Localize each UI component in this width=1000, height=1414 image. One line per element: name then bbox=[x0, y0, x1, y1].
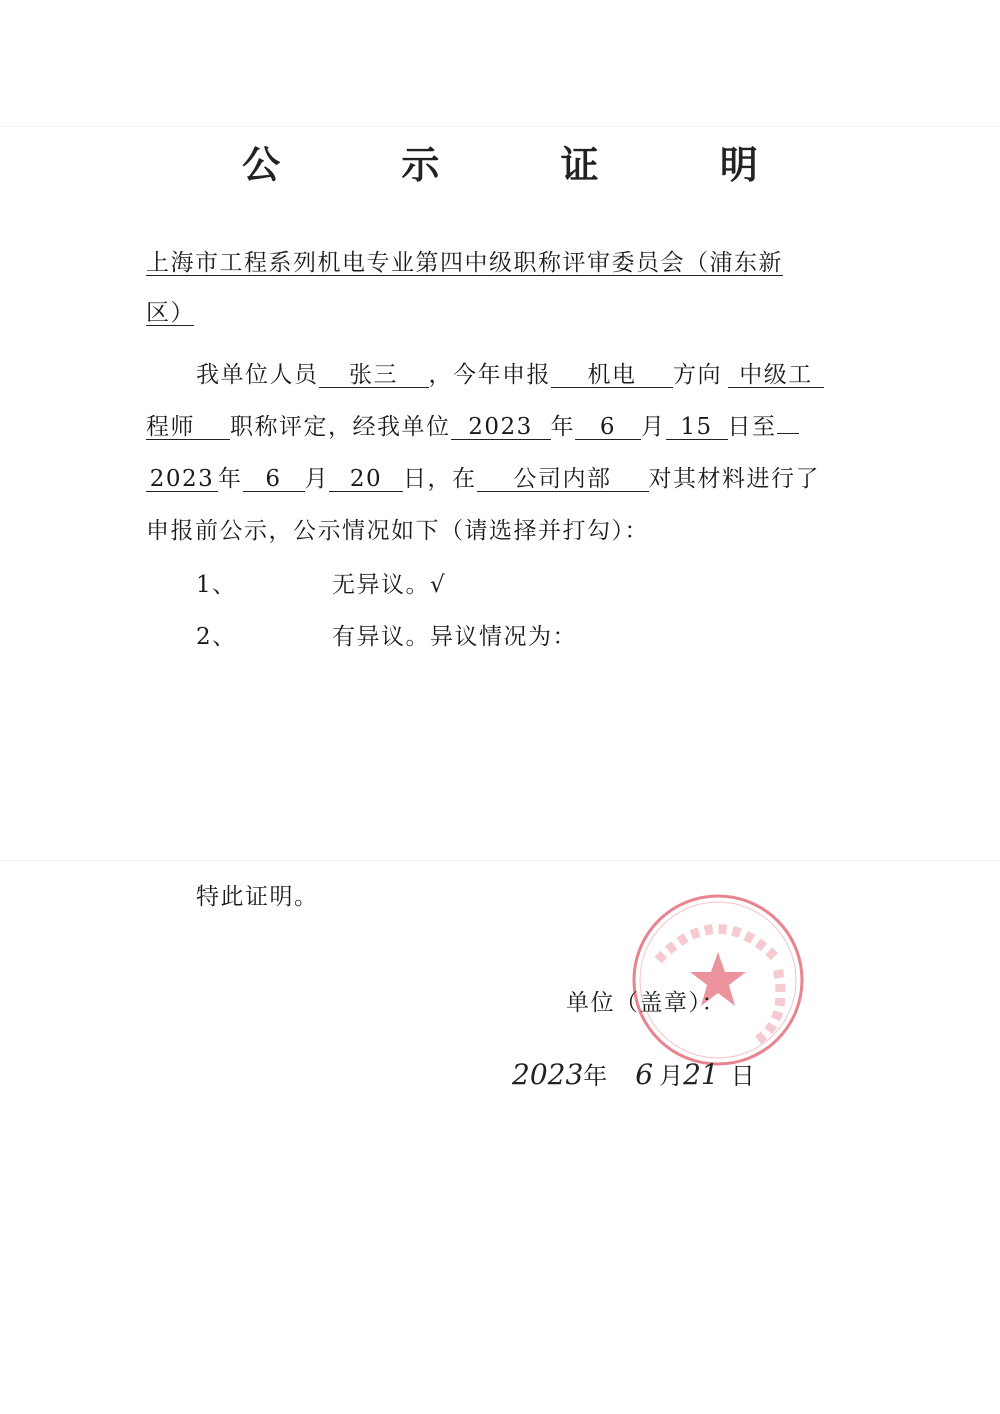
unit-seal-label: 单位（盖章）： bbox=[566, 990, 726, 1016]
option-2-text: 有异议。异议情况为： bbox=[332, 624, 577, 650]
text-evaluation: 职称评定，经我单位 bbox=[230, 414, 451, 440]
text-year-1: 年 bbox=[550, 414, 575, 440]
field-start-month: 6 bbox=[575, 415, 641, 440]
field-start-day: 15 bbox=[666, 415, 728, 440]
field-title-part1: 中级工 bbox=[728, 363, 824, 388]
recipient-name-1: 上海市工程系列机电专业第四中级职称评审委员会（浦东新 bbox=[146, 250, 783, 276]
sign-day: 21 bbox=[683, 1058, 719, 1091]
field-end-day: 20 bbox=[329, 467, 403, 492]
text-year-2: 年 bbox=[218, 466, 243, 492]
option-1-number: 1、 bbox=[196, 572, 237, 598]
text-staff: 我单位人员 bbox=[196, 362, 319, 388]
field-end-year: 2023 bbox=[146, 467, 218, 492]
text-materials: 对其材料进行了 bbox=[648, 466, 820, 492]
sign-day-char: 日 bbox=[730, 1062, 755, 1090]
recipient-line-2 bbox=[146, 300, 194, 326]
option-1-text: 无异议。√ bbox=[332, 572, 447, 598]
recipient-name-2: 区） bbox=[146, 300, 195, 326]
body-line-4: 申报前公示，公示情况如下（请选择并打勾）： bbox=[146, 518, 649, 544]
company-seal-stamp bbox=[628, 890, 808, 1070]
document-title: 公 示 证 明 bbox=[242, 143, 812, 187]
text-apply: ，今年申报 bbox=[428, 362, 551, 388]
text-day-to: 日至 bbox=[727, 414, 777, 440]
sign-month: 6 bbox=[635, 1058, 654, 1091]
sign-year: 2023 bbox=[512, 1058, 584, 1091]
field-start-year: 2023 bbox=[451, 415, 551, 440]
text-direction: 方向 bbox=[673, 362, 722, 388]
sign-month-char: 月 bbox=[659, 1062, 684, 1090]
body-line-2 bbox=[146, 408, 799, 441]
text-month-1: 月 bbox=[641, 414, 666, 440]
body-line-3 bbox=[146, 460, 820, 493]
sign-year-char: 年 bbox=[583, 1062, 608, 1090]
field-location: 公司内部 bbox=[477, 467, 649, 492]
text-day-at: 日，在 bbox=[403, 466, 477, 492]
option-2-number: 2、 bbox=[196, 624, 237, 650]
field-specialty: 机电 bbox=[551, 363, 673, 388]
signature-date bbox=[512, 1056, 755, 1091]
field-name: 张三 bbox=[319, 363, 429, 388]
field-title-part2: 程师 bbox=[146, 415, 230, 440]
field-end-month: 6 bbox=[243, 467, 305, 492]
text-month-2: 月 bbox=[304, 466, 329, 492]
closing-text: 特此证明。 bbox=[196, 884, 319, 910]
body-line-1 bbox=[196, 356, 824, 389]
blank-underline bbox=[777, 433, 799, 434]
recipient-line-1 bbox=[146, 250, 783, 276]
